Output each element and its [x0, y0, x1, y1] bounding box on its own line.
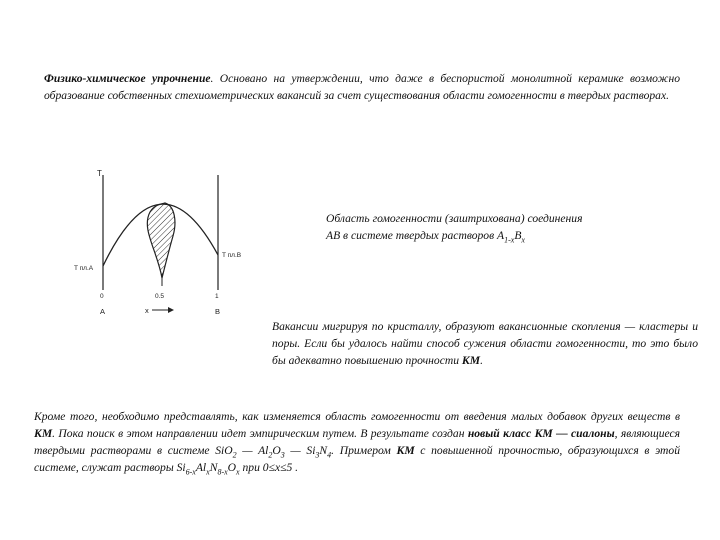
axis-t-label: T: [97, 169, 102, 178]
label-t-melt-b: T пл.В: [222, 252, 242, 259]
paragraph-strengthening: Физико-химическое упрочнение. Основано на утверждении, что даже в беспористой монолитной керамике возможно образование собственных стехиометрических вакансий за счет существования области гомогенности в твердых растворах.: [44, 72, 681, 102]
tick-1: 1: [215, 293, 219, 300]
label-b: B: [215, 307, 221, 316]
paragraph-sialons: Кроме того, необходимо представлять, как изменяется область гомогенности от введения малых добавок других веществ в КМ. Пока поиск в этом направлении идет эмпирическим путем. В результате создан новый класс КМ — сиалоны, являющиеся твердыми растворами в системе SiO$_2$ — $Al_2O_3$ — $Si_3N_4$. Примером КМ с повышенной прочностью, образующихся в этой системе, служат растворы $Si_{6-x}Al_xN_{8-x}O_x$ при 0≤x≤5 .: [34, 410, 681, 477]
x-arrowhead: [168, 307, 174, 313]
label-x: x: [145, 306, 149, 315]
label-a: A: [100, 307, 106, 316]
tick-05: 0.5: [155, 293, 165, 300]
homogeneity-region: [147, 203, 175, 278]
term-sialons: новый класс КМ — сиалоны: [467, 427, 615, 440]
term-physico-chemical: Физико-химическое упрочнение: [44, 72, 211, 85]
tick-0: 0: [100, 293, 104, 300]
label-t-melt-a: T пл.А: [74, 265, 94, 272]
diagram-caption: Область гомогенности (заштрихована) соединения АВ в системе твердых растворов $А_{1-x}В_x$: [326, 212, 583, 245]
paragraph-vacancies: Вакансии мигрируя по кристаллу, образуют вакансионные скопления — кластеры и поры. Если бы удалось найти способ сужения области гомогенности, то это было бы адекватно повышению прочности КМ.: [272, 320, 698, 367]
